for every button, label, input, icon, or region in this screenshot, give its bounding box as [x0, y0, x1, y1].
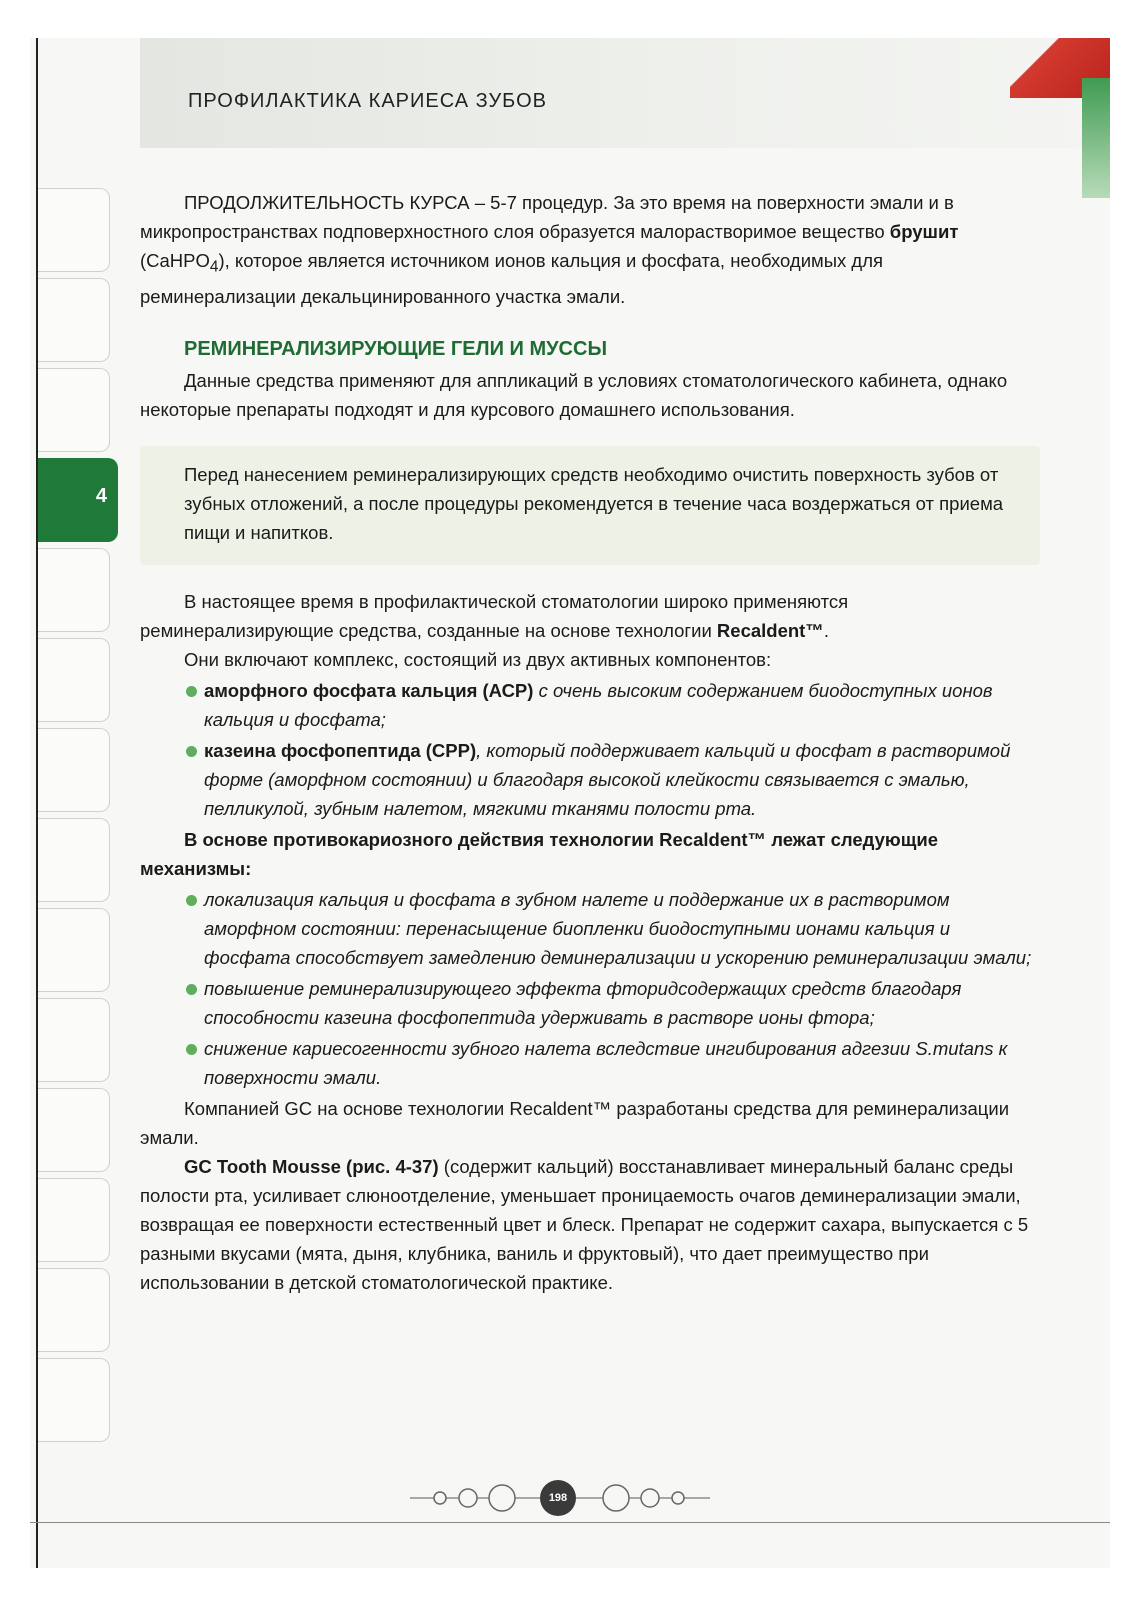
chapter-tab [38, 188, 110, 272]
page-number: 198 [540, 1480, 576, 1516]
chapter-tab [38, 908, 110, 992]
chapter-tab [38, 818, 110, 902]
chapter-tab [38, 728, 110, 812]
chapter-tab [38, 998, 110, 1082]
chapter-tab [38, 1088, 110, 1172]
paragraph-section-intro: Данные средства применяют для аппликаций в условиях стоматологического кабинета, однако некоторые препараты подходят и для курсового домашнего использования. [140, 369, 1008, 420]
paragraph-components-lead: Они включают комплекс, состоящий из двух активных компонентов: [184, 648, 772, 670]
paragraph-gc: Компанией GC на основе технологии Recaldent™ разработаны средства для реминерализации эмали. [140, 1097, 1010, 1148]
list-item: аморфного фосфата кальция (АСР) с очень высоким содержанием биодоступных ионов кальция и фосфата; [184, 676, 1040, 734]
chapter-tab [38, 278, 110, 362]
paragraph-course: ПРОДОЛЖИТЕЛЬНОСТЬ КУРСА – 5-7 процедур. За это время на поверхности эмали и в микропространствах подповерхностного слоя образуется малорастворимое вещество брушит (CaHPO$_4$), которое является источником ионов кальция и фосфата, необходимых для реминерализации декальцинированного участка эмали. [140, 192, 959, 307]
chapter-tab [38, 638, 110, 722]
main-text [140, 188, 1040, 1297]
chapter-number: 4 [95, 485, 107, 507]
paragraph-recaldent: В настоящее время в профилактической стоматологии широко применяются реминерализирующие средства, созданные на основе технологии Recaldent™. [140, 590, 849, 641]
list-item: локализация кальция и фосфата в зубном налете и поддержание их в растворимом аморфном состоянии: перенасыщение биопленки биодоступными ионами кальция и фосфата способствует замедлению деминерализации и ускорению реминерализации эмали; [184, 885, 1040, 972]
list-item: казеина фосфопептида (СРР), который поддерживает кальций и фосфат в растворимой форме (аморфном состоянии) и благодаря высокой клейкости связывается с эмалью, пелликулой, зубным налетом, мягкими тканями полости рта. [184, 736, 1040, 823]
list-item: повышение реминерализирующего эффекта фторидсодержащих средств благодаря способности казеина фосфопептида удерживать в растворе ионы фтора; [184, 974, 1040, 1032]
corner-decoration-green [1082, 78, 1110, 198]
section-title: РЕМИНЕРАЛИЗИРУЮЩИЕ ГЕЛИ И МУССЫ [184, 337, 608, 360]
components-list [140, 676, 1040, 823]
book-page [30, 38, 1110, 1568]
chapter-tab [38, 368, 110, 452]
note-box [140, 446, 1040, 565]
mechanisms-lead: В основе противокариозного действия технологии Recaldent™ лежат следующие механизмы: [140, 828, 939, 879]
chapter-tab-active [38, 458, 118, 542]
footer-rule [30, 1522, 1110, 1523]
page-footer [410, 1476, 710, 1516]
chapter-tab [38, 1268, 110, 1352]
chapter-tab [38, 1358, 110, 1442]
mechanisms-list [140, 885, 1040, 1092]
paragraph-tooth-mousse: GC Tooth Mousse (рис. 4-37) (содержит кальций) восстанавливает минеральный баланс среды полости рта, усиливает слюноотделение, уменьшает проницаемость очагов деминерализации эмали, возвращая ее поверхности естественный цвет и блеск. Препарат не содержит сахара, выпускается с 5 разными вкусами (мята, дыня, клубника, ваниль и фруктовый), что дает преимущество при использовании в детской стоматологической практике. [140, 1155, 1029, 1293]
running-header: ПРОФИЛАКТИКА КАРИЕСА ЗУБОВ [188, 90, 547, 112]
chapter-tab [38, 548, 110, 632]
note-text: Перед нанесением реминерализирующих средств необходимо очистить поверхность зубов от зубных отложений, а после процедуры рекомендуется в течение часа воздержаться от приема пищи и напитков. [184, 463, 1004, 543]
list-item: снижение кариесогенности зубного налета вследствие ингибирования адгезии S.mutans к поверхности эмали. [184, 1034, 1040, 1092]
chapter-tabs [38, 188, 110, 1448]
chapter-tab [38, 1178, 110, 1262]
